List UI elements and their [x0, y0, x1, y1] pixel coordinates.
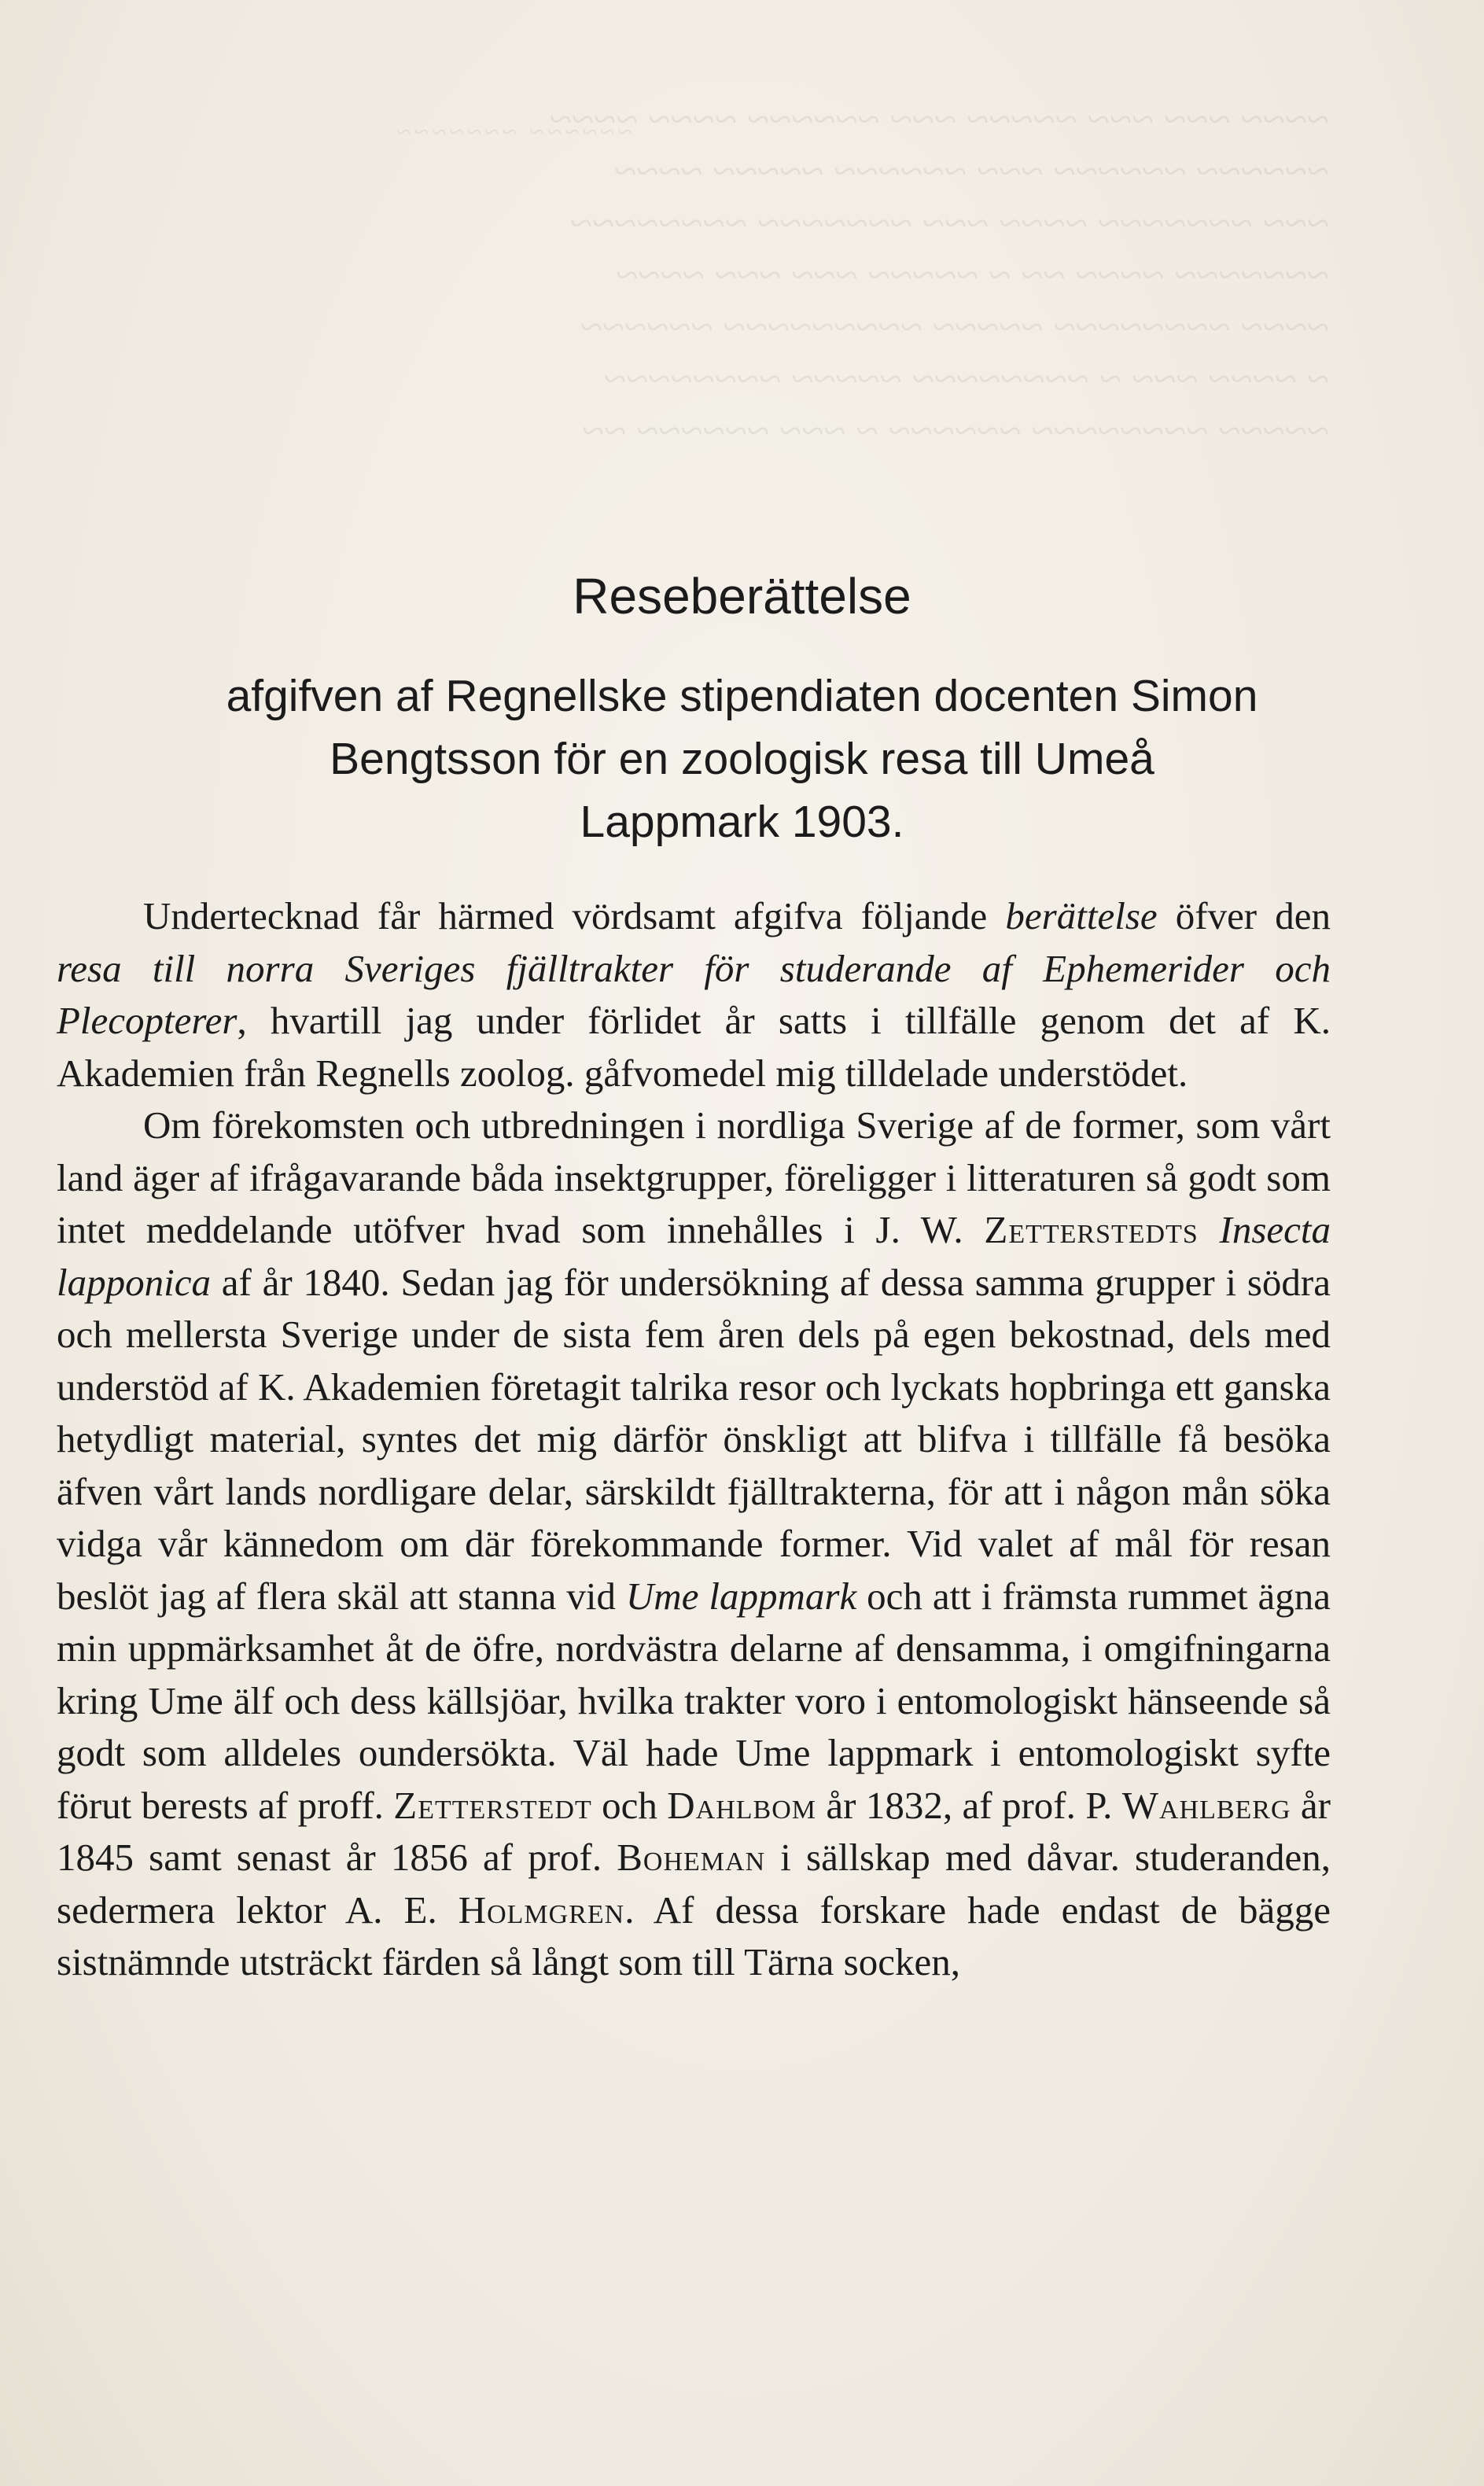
author-name: Dahlbom [667, 1783, 817, 1827]
author-name: Holmgren [458, 1888, 625, 1932]
subtitle-line: Bengtsson för en zoologisk resa till Umeå [330, 734, 1154, 784]
paragraph-intro [57, 890, 1331, 1099]
text-run-italic: resa till norra Sveriges fjälltrakter för studerande af Ephemerider och Plecopterer [57, 946, 1331, 1042]
author-name: Wahlberg [1121, 1783, 1291, 1827]
author-name: Zetterstedt [393, 1783, 592, 1827]
text-run: . Af dessa forskare hade endast de bägge sistnämnde utsträckt färden så långt som till Tärna socken, [57, 1888, 1331, 1983]
bleed-through-header: ~~~~~~ ~~~~~~~ [393, 118, 632, 147]
text-run: öfver den [1157, 894, 1331, 937]
subtitle [0, 665, 1484, 853]
text-run: Undertecknad får härmed vördsamt afgifva följande [143, 894, 1006, 937]
body-text [57, 890, 1331, 1989]
book-title: Insecta lapponica [57, 1208, 1331, 1304]
text-run: Om förekomsten och utbredningen i nordliga Sverige af de former, som vårt land äger af ifrågavarande båda insektgrupper, föreligger i litteraturen så godt som intet meddelande utöfver hvad som innehålles i J. W. [57, 1103, 1331, 1251]
subtitle-line: Lappmark 1903. [580, 797, 904, 847]
text-run: och [591, 1783, 668, 1827]
paragraph-main [57, 1099, 1331, 1989]
text-run [1199, 1208, 1220, 1251]
text-run-italic: Ume lappmark [625, 1574, 857, 1618]
bleed-through-text: ~~~~ ~~~ ~~~ ~~~~~ ~~~ ~~~~~~ ~~~~ ~~~~ ~~~~~~ ~~~~~~ ~~~ ~~~~~~ ~~~~~ ~~~~ ~~~ ~~~~~~~ ~~~~ ~~~ ~~~~~~~ ~~~~~~~~ ~~~~~~~ ~~~~ ~~ ~ ~~~~~ ~~~ ~~~ ~~~~ ~~~~ ~~~~~~~~ ~~~~~ ~~~~~~~~~ ~~~~~~ ~ ~~~~ ~~~ ~ ~~~~~~~~ ~~~~~ ~~~~~~~~ ~~~~~ ~~~~~~~~ ~~~~~~ ~ ~~~ ~~~~~~ ~~ [549, 98, 1329, 454]
author-name: Boheman [617, 1836, 766, 1879]
text-run: i sällskap med dåvar. studeranden, sedermera lektor A. E. [57, 1836, 1331, 1932]
text-run: år 1832, af prof. P. [816, 1783, 1122, 1827]
text-run: och att i främsta rummet ägna min uppmärksamhet åt de öfre, nordvästra delarne af densamma, i omgifningarna kring Ume älf och dess källsjöar, hvilka trakter voro i entomologiskt hänseende så godt som alldeles oundersökta. Väl hade Ume lappmark i entomologiskt syfte förut berests af proff. [57, 1574, 1331, 1827]
text-run: år 1845 samt senast år 1856 af prof. [57, 1783, 1331, 1879]
author-name: Zetterstedts [984, 1208, 1199, 1251]
text-run: af år 1840. Sedan jag för undersökning af dessa samma grupper i södra och mellersta Sverige under de sista fem åren dels på egen bekostnad, dels med understöd af K. Akademien företagit talrika resor och lyckats hopbringa ett ganska hetydligt material, syntes det mig därför önskligt att blifva i tillfälle få besöka äfven vårt lands nordligare delar, särskildt fjälltrakterna, för att i någon mån söka vidga vår kännedom om där förekommande former. Vid valet af mål för resan beslöt jag af flera skäl att stanna vid [57, 1260, 1331, 1618]
subtitle-line: afgifven af Regnellske stipendiaten docenten Simon [226, 671, 1258, 721]
text-run-italic: berättelse [1005, 894, 1158, 937]
page-title: Reseberättelse [573, 568, 911, 624]
text-run: , hvartill jag under förlidet år satts i tillfälle genom det af K. Akademien från Regnells zoolog. gåfvomedel mig tilldelade understödet. [57, 999, 1331, 1095]
